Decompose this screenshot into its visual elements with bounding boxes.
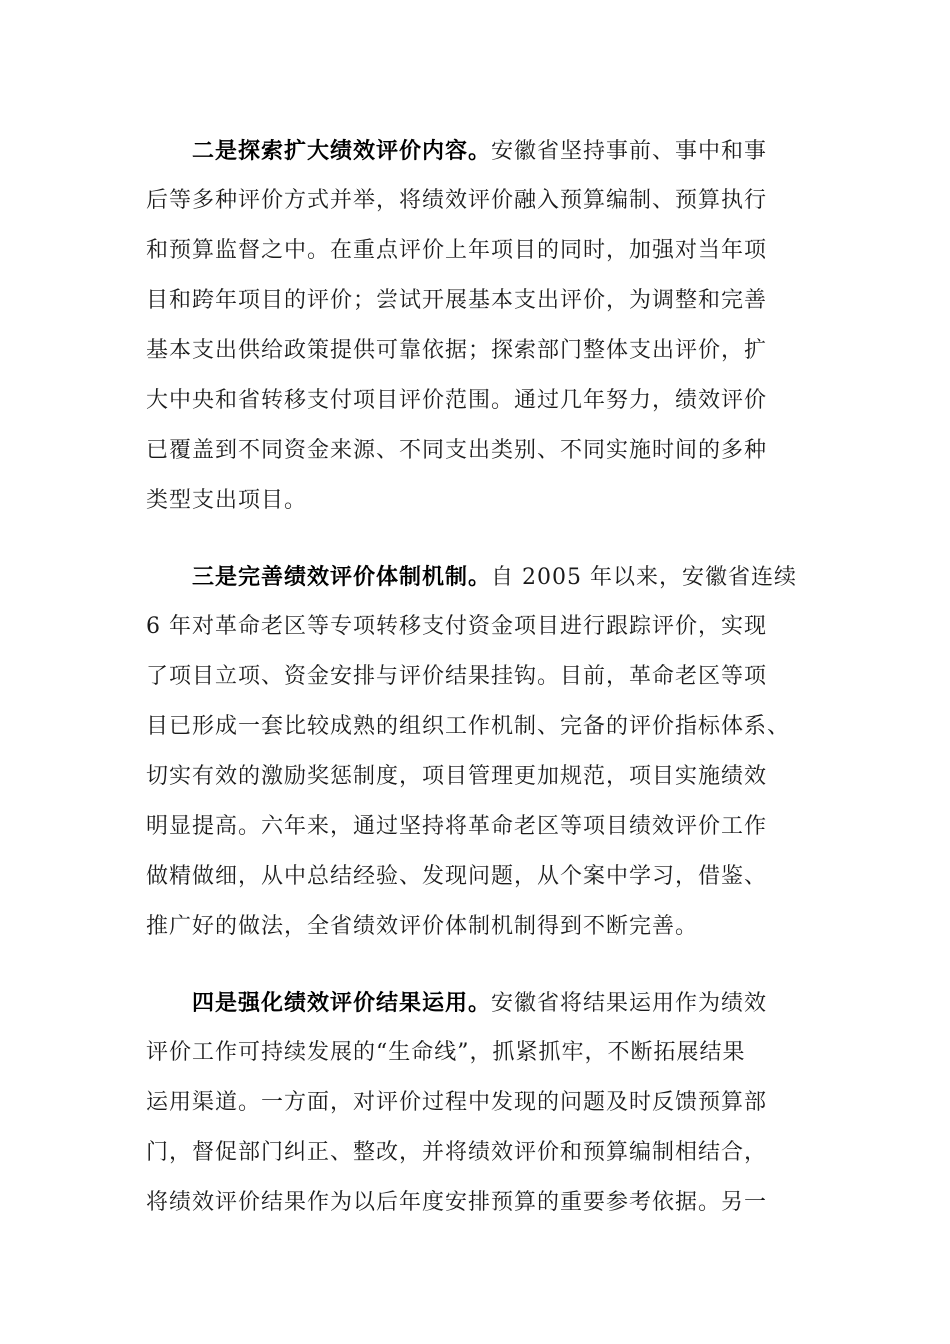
- paragraph-scope: [146, 126, 806, 526]
- paragraph-line: 目已形成一套比较成熟的组织工作机制、完备的评价指标体系、: [146, 714, 791, 739]
- paragraph-line: 后等多种评价方式并举，将绩效评价融入预算编制、预算执行: [146, 188, 768, 213]
- paragraph-line: 类型支出项目。: [146, 488, 308, 513]
- paragraph-line: 和预算监督之中。在重点评价上年项目的同时，加强对当年项: [146, 238, 768, 263]
- paragraph-line: 基本支出供给政策提供可靠依据；探索部门整体支出评价，扩: [146, 338, 768, 363]
- paragraph-first-line: [146, 978, 806, 1028]
- paragraph-line: 做精做细，从中总结经验、发现问题，从个案中学习，借鉴、: [146, 864, 768, 889]
- paragraph-lead: 二是探索扩大绩效评价内容。: [192, 138, 492, 164]
- paragraph-line: 推广好的做法，全省绩效评价体制机制得到不断完善。: [146, 914, 699, 939]
- paragraph-first-line: [146, 552, 806, 602]
- paragraph-line: 运用渠道。一方面，对评价过程中发现的问题及时反馈预算部: [146, 1090, 768, 1115]
- paragraph-mechanism: [146, 552, 806, 952]
- document-body: [146, 126, 806, 1254]
- paragraph-line: 大中央和省转移支付项目评价范围。通过几年努力，绩效评价: [146, 388, 768, 413]
- paragraph-text: 自 2005 年以来，安徽省连续: [491, 565, 797, 590]
- paragraph-lead: 三是完善绩效评价体制机制。: [192, 564, 492, 590]
- paragraph-line: 门，督促部门纠正、整改，并将绩效评价和预算编制相结合，: [146, 1140, 768, 1165]
- paragraph-line: 了项目立项、资金安排与评价结果挂钩。目前，革命老区等项: [146, 664, 768, 689]
- paragraph-first-line: [146, 126, 806, 176]
- paragraph-line: 6 年对革命老区等专项转移支付资金项目进行跟踪评价，实现: [146, 614, 767, 639]
- paragraph-line: 切实有效的激励奖惩制度，项目管理更加规范，项目实施绩效: [146, 764, 768, 789]
- paragraph-line: 明显提高。六年来，通过坚持将革命老区等项目绩效评价工作: [146, 814, 768, 839]
- paragraph-results: [146, 978, 806, 1228]
- paragraph-line: 评价工作可持续发展的“生命线”，抓紧抓牢，不断拓展结果: [146, 1040, 746, 1065]
- paragraph-line: 将绩效评价结果作为以后年度安排预算的重要参考依据。另一: [146, 1190, 768, 1215]
- paragraph-text: 安徽省坚持事前、事中和事: [491, 139, 768, 164]
- paragraph-lead: 四是强化绩效评价结果运用。: [192, 990, 492, 1016]
- paragraph-line: 已覆盖到不同资金来源、不同支出类别、不同实施时间的多种: [146, 438, 768, 463]
- paragraph-text: 安徽省将结果运用作为绩效: [491, 991, 768, 1016]
- paragraph-line: 目和跨年项目的评价；尝试开展基本支出评价，为调整和完善: [146, 288, 768, 313]
